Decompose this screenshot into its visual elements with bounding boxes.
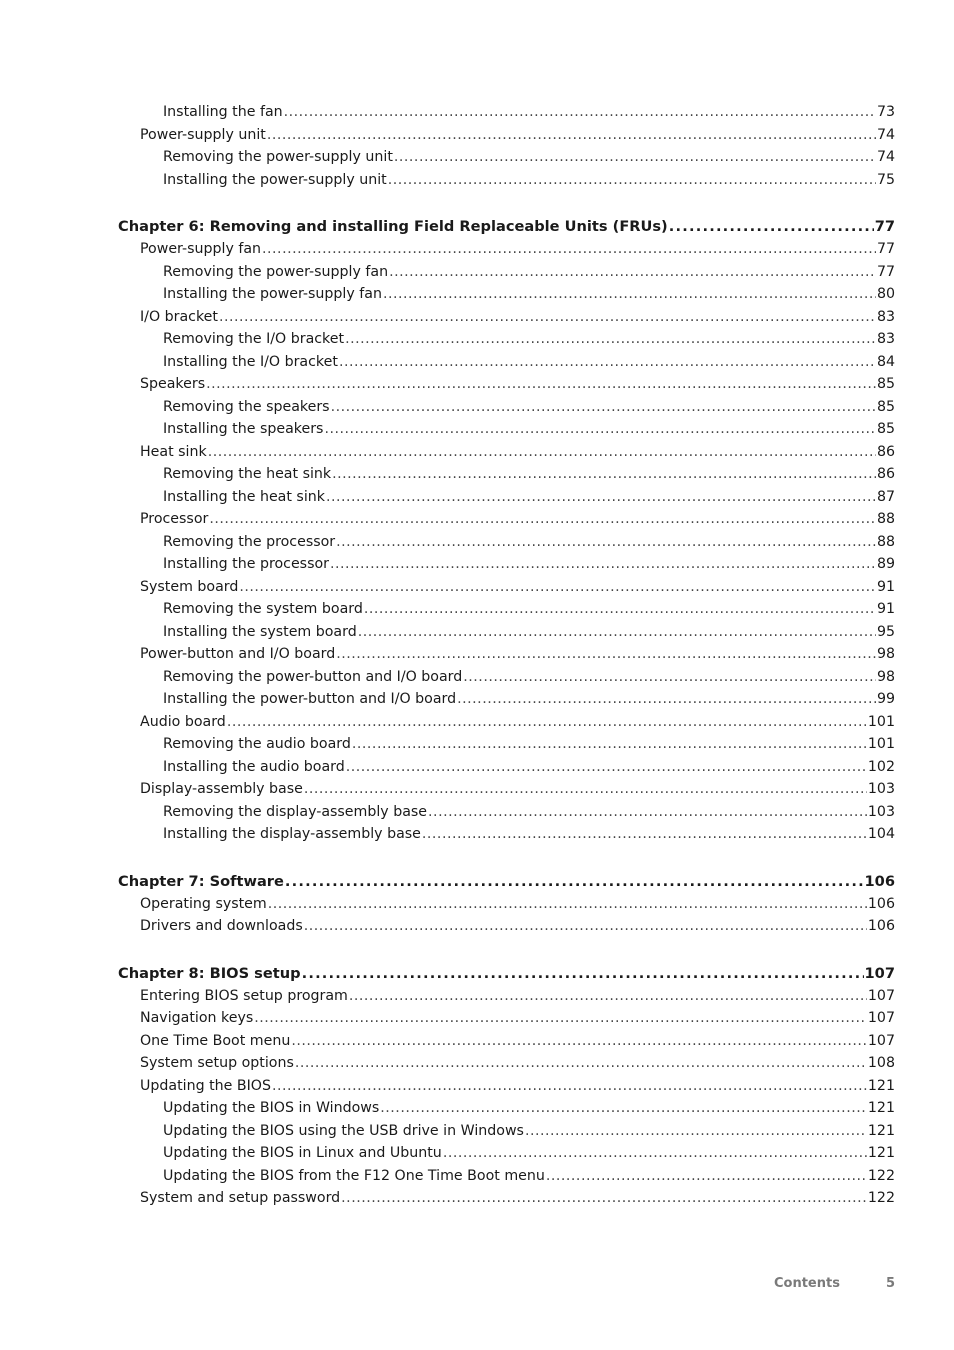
toc-entry-title: Updating the BIOS using the USB drive in Windows (163, 1122, 524, 1139)
toc-entry-title: Installing the power-supply fan (163, 286, 382, 302)
toc-entry-page: 89 (876, 556, 895, 572)
dot-leader (304, 915, 867, 938)
toc-entry-page: 85 (876, 398, 895, 415)
toc-entry-page: 106 (867, 895, 895, 912)
toc-entry[interactable] (0, 351, 954, 374)
toc-entry-title: Power-button and I/O board (140, 646, 336, 662)
toc-entry-title: System board (140, 578, 239, 595)
toc-entry[interactable] (0, 1187, 954, 1210)
toc-entry-page: 122 (867, 1167, 895, 1184)
toc-entry-page: 121 (867, 1100, 895, 1116)
toc-entry[interactable] (0, 801, 954, 824)
dot-leader (388, 169, 876, 192)
dot-leader (463, 666, 876, 689)
toc-entry-title: Drivers and downloads (140, 918, 303, 934)
dot-leader (332, 463, 876, 486)
dot-leader (254, 1007, 867, 1030)
toc-entry-page: 108 (867, 1055, 895, 1071)
toc-entry-title: Removing the system board (163, 601, 363, 617)
dot-leader (285, 871, 864, 893)
table-of-contents (0, 101, 954, 1210)
dot-leader (291, 1030, 867, 1053)
dot-leader (295, 1052, 867, 1075)
toc-entry-page: 101 (867, 713, 895, 730)
toc-entry-page: 103 (867, 781, 895, 797)
toc-entry-page: 77 (876, 241, 895, 257)
toc-entry-title: Updating the BIOS from the F12 One Time Boot menu (163, 1167, 545, 1184)
dot-leader (272, 1075, 867, 1098)
toc-entry[interactable] (0, 598, 954, 621)
toc-entry[interactable] (0, 733, 954, 756)
toc-entry-page: 87 (876, 488, 895, 505)
toc-entry-title: Installing the audio board (163, 758, 345, 775)
toc-entry[interactable] (0, 621, 954, 644)
toc-entry-page: 75 (876, 171, 895, 188)
toc-entry[interactable] (0, 418, 954, 441)
toc-entry[interactable] (0, 915, 954, 938)
toc-entry-title: Updating the BIOS in Windows (163, 1100, 380, 1116)
footer-label: Contents (773, 1276, 840, 1291)
toc-entry-title: Updating the BIOS in Linux and Ubuntu (163, 1145, 442, 1161)
toc-entry-page: 106 (864, 872, 895, 890)
toc-entry-title: Navigation keys (140, 1010, 254, 1026)
toc-entry[interactable] (0, 688, 954, 711)
toc-entry-title: Removing the speakers (163, 398, 330, 415)
dot-leader (206, 373, 876, 396)
toc-entry-title: Operating system (140, 895, 267, 912)
toc-entry[interactable] (0, 169, 954, 192)
toc-entry[interactable] (0, 1120, 954, 1143)
toc-chapter-entry[interactable] (0, 216, 954, 238)
toc-entry[interactable] (0, 373, 954, 396)
dot-leader (346, 756, 867, 779)
toc-entry[interactable] (0, 756, 954, 779)
toc-entry-page: 74 (876, 149, 895, 165)
dot-leader (239, 576, 876, 599)
toc-entry-title: Removing the processor (163, 533, 336, 550)
toc-entry-page: 95 (876, 623, 895, 640)
toc-entry-title: Removing the I/O bracket (163, 331, 345, 347)
dot-leader (339, 351, 876, 374)
dot-leader (336, 643, 876, 666)
toc-entry[interactable] (0, 1052, 954, 1075)
toc-entry-page: 101 (867, 736, 895, 752)
toc-entry[interactable] (0, 1142, 954, 1165)
toc-entry-page: 88 (876, 533, 895, 550)
toc-entry-page: 122 (867, 1190, 895, 1206)
toc-entry[interactable] (0, 576, 954, 599)
toc-entry-page: 86 (876, 466, 895, 482)
toc-entry-title: Installing the heat sink (163, 488, 325, 505)
dot-leader (389, 261, 876, 284)
dot-leader (208, 441, 876, 464)
dot-leader (349, 985, 867, 1008)
toc-entry[interactable] (0, 1007, 954, 1030)
dot-leader (394, 146, 876, 169)
toc-entry-title: Power-supply fan (140, 241, 262, 257)
toc-entry[interactable] (0, 328, 954, 351)
toc-entry-title: Installing the I/O bracket (163, 353, 338, 370)
toc-entry-title: One Time Boot menu (140, 1032, 291, 1049)
dot-leader (284, 101, 876, 124)
dot-leader (209, 508, 876, 531)
dot-leader (262, 238, 876, 261)
dot-leader (326, 486, 876, 509)
toc-entry-page: 77 (874, 218, 895, 235)
toc-entry-title: Removing the power-supply unit (163, 149, 393, 165)
dot-leader (380, 1097, 867, 1120)
toc-chapter-entry[interactable] (0, 871, 954, 893)
toc-entry-page: 91 (876, 578, 895, 595)
toc-entry[interactable] (0, 1165, 954, 1188)
toc-entry-title: Chapter 8: BIOS setup (118, 964, 301, 982)
toc-entry-page: 88 (876, 511, 895, 527)
toc-entry-title: Chapter 7: Software (118, 872, 284, 890)
toc-entry-title: Removing the power-button and I/O board (163, 668, 463, 685)
toc-entry-page: 121 (867, 1122, 895, 1139)
toc-entry[interactable] (0, 146, 954, 169)
toc-entry-title: Display-assembly base (140, 781, 303, 797)
toc-entry-title: Entering BIOS setup program (140, 987, 348, 1004)
toc-entry-page: 83 (876, 308, 895, 325)
dot-leader (345, 328, 876, 351)
dot-leader (268, 893, 867, 916)
toc-entry-page: 74 (876, 126, 895, 143)
toc-entry-page: 121 (867, 1077, 895, 1094)
toc-entry-title: System setup options (140, 1055, 294, 1071)
toc-entry[interactable] (0, 124, 954, 147)
dot-leader (669, 216, 874, 238)
toc-entry-title: Installing the power-button and I/O board (163, 691, 457, 707)
toc-entry-page: 85 (876, 421, 895, 437)
toc-entry-page: 121 (867, 1145, 895, 1161)
toc-entry-title: Installing the fan (163, 104, 283, 120)
toc-entry-page: 102 (867, 758, 895, 775)
dot-leader (341, 1187, 867, 1210)
toc-entry-title: System and setup password (140, 1190, 341, 1206)
toc-entry-page: 91 (876, 601, 895, 617)
toc-chapter-entry[interactable] (0, 963, 954, 985)
dot-leader (546, 1165, 867, 1188)
dot-leader (227, 711, 867, 734)
toc-entry-title: Power-supply unit (140, 126, 266, 143)
toc-entry-page: 83 (876, 331, 895, 347)
toc-entry-title: Removing the audio board (163, 736, 351, 752)
toc-entry-page: 77 (876, 263, 895, 280)
toc-entry[interactable] (0, 531, 954, 554)
toc-entry-page: 107 (867, 987, 895, 1004)
dot-leader (304, 778, 867, 801)
toc-entry-page: 106 (867, 918, 895, 934)
toc-entry-title: Removing the display-assembly base (163, 803, 428, 820)
toc-entry[interactable] (0, 666, 954, 689)
toc-entry-title: Processor (140, 511, 209, 527)
toc-entry-page: 107 (864, 964, 895, 982)
toc-entry-title: Installing the processor (163, 556, 329, 572)
toc-entry-page: 99 (876, 691, 895, 707)
dot-leader (352, 733, 867, 756)
dot-leader (457, 688, 876, 711)
toc-entry[interactable] (0, 238, 954, 261)
toc-entry[interactable] (0, 306, 954, 329)
toc-entry[interactable] (0, 396, 954, 419)
dot-leader (422, 823, 867, 846)
toc-entry[interactable] (0, 283, 954, 306)
dot-leader (267, 124, 876, 147)
toc-entry[interactable] (0, 261, 954, 284)
toc-entry-page: 107 (867, 1032, 895, 1049)
dot-leader (364, 598, 876, 621)
toc-entry-title: Installing the system board (163, 623, 357, 640)
dot-leader (428, 801, 867, 824)
toc-entry-title: Removing the heat sink (163, 466, 332, 482)
dot-leader (443, 1142, 867, 1165)
toc-entry-title: Installing the power-supply unit (163, 171, 387, 188)
toc-entry[interactable] (0, 711, 954, 734)
dot-leader (330, 553, 876, 576)
toc-entry[interactable] (0, 778, 954, 801)
toc-entry[interactable] (0, 101, 954, 124)
toc-entry-page: 85 (876, 376, 895, 392)
dot-leader (383, 283, 876, 306)
toc-entry[interactable] (0, 441, 954, 464)
toc-entry-title: Installing the display-assembly base (163, 826, 421, 842)
page-footer (774, 1276, 895, 1291)
toc-entry-page: 86 (876, 443, 895, 460)
toc-entry[interactable] (0, 1097, 954, 1120)
dot-leader (525, 1120, 867, 1143)
dot-leader (336, 531, 876, 554)
toc-entry-title: Chapter 6: Removing and installing Field Replaceable Units (FRUs) (118, 218, 668, 235)
toc-entry-title: Removing the power-supply fan (163, 263, 389, 280)
toc-entry[interactable] (0, 508, 954, 531)
toc-entry[interactable] (0, 463, 954, 486)
toc-entry-page: 73 (876, 104, 895, 120)
toc-entry[interactable] (0, 985, 954, 1008)
toc-entry-page: 98 (876, 646, 895, 662)
toc-entry-title: Speakers (140, 376, 206, 392)
toc-entry-title: I/O bracket (140, 308, 218, 325)
toc-entry-page: 80 (876, 286, 895, 302)
dot-leader (331, 396, 876, 419)
toc-entry-title: Updating the BIOS (140, 1077, 271, 1094)
dot-leader (302, 963, 864, 985)
toc-entry[interactable] (0, 553, 954, 576)
toc-entry-title: Audio board (140, 713, 226, 730)
footer-page-number: 5 (885, 1276, 895, 1291)
toc-entry[interactable] (0, 1030, 954, 1053)
toc-entry[interactable] (0, 893, 954, 916)
toc-entry-page: 103 (867, 803, 895, 820)
toc-entry[interactable] (0, 643, 954, 666)
toc-entry-page: 84 (876, 353, 895, 370)
dot-leader (324, 418, 876, 441)
toc-entry[interactable] (0, 1075, 954, 1098)
toc-entry-page: 104 (867, 826, 895, 842)
toc-entry[interactable] (0, 486, 954, 509)
dot-leader (219, 306, 876, 329)
toc-entry-page: 98 (876, 668, 895, 685)
toc-entry-title: Installing the speakers (163, 421, 324, 437)
toc-entry-title: Heat sink (140, 443, 207, 460)
toc-entry[interactable] (0, 823, 954, 846)
dot-leader (358, 621, 876, 644)
toc-entry-page: 107 (867, 1010, 895, 1026)
